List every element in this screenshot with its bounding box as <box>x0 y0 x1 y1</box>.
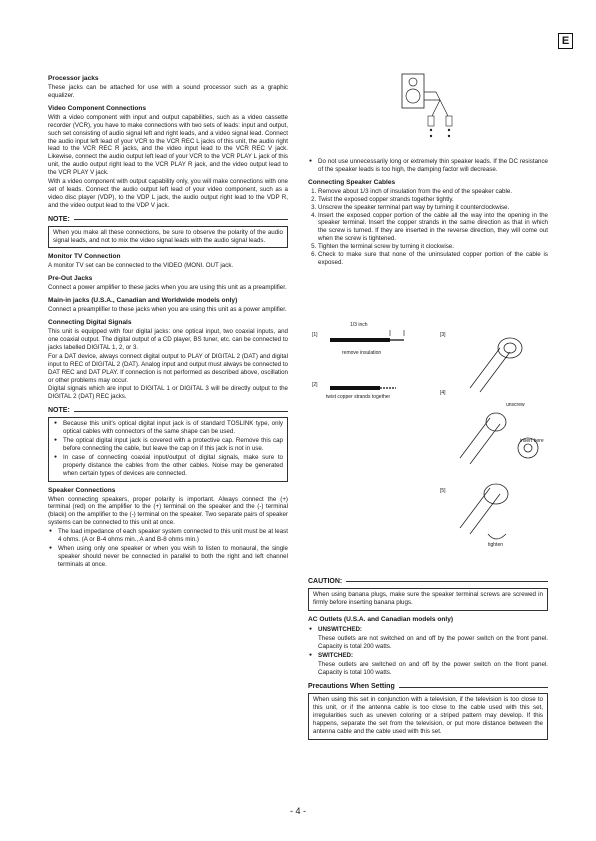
processor-text: These jacks can be attached for use with a sound processor such as a graphic equalizer. <box>48 84 288 99</box>
cable-strip-icon <box>330 330 404 340</box>
note-2-item: ● In case of connecting coaxial input/output of digital signals, make sure to properly distance the cables from the other cables. Noise may be generated when certain types of devices are connected. <box>63 454 283 478</box>
digital-heading: Connecting Digital Signals <box>48 319 132 327</box>
fig-label-inch: 1/3 inch <box>350 322 368 328</box>
speaker-lead-warning: ● Do not use unnecessarily long or extremely thin speaker leads. If the DC resistance of the speaker leads is too high, the damping factor will decrease. <box>318 158 548 174</box>
video-heading: Video Component Connections <box>48 104 147 112</box>
monitor-heading: Monitor TV Connection <box>48 253 121 261</box>
left-column <box>48 70 288 570</box>
note-1-box <box>48 226 288 249</box>
cables-step: 5. Tighten the terminal screw by turning it clockwise. <box>318 243 548 251</box>
fig-label-insert: insert here <box>520 438 544 444</box>
note-1-title: NOTE: <box>48 216 288 224</box>
page-number: - 4 - <box>289 806 306 816</box>
fig-label-tighten: tighten <box>488 542 504 548</box>
preout-heading: Pre-Out Jacks <box>48 275 93 283</box>
speaker-tweeter-icon <box>409 78 417 86</box>
mainin-text: Connect a preamplifier to these jacks when you are using this unit as a power amplifier. <box>48 306 287 314</box>
cable-steps-figure <box>310 318 550 558</box>
note-2-item: ● Because this unit's optical digital input jack is of standard TOSLINK type, only optical cables with connectors of the same shape can be used. <box>63 420 283 436</box>
switched-text: These outlets are switched on and off by the power switch on the front panel. Capacity is total 100 watts. <box>318 661 548 677</box>
cables-step: 2. Twist the exposed copper strands together tightly. <box>318 196 548 204</box>
fig-label-unscrew: unscrew <box>506 402 525 408</box>
fig-label-twist: twist copper strands together <box>326 394 391 400</box>
video-text-2: With a video component with output capability only, you will make connections with one set of leads. Connect the audio output left lead of your video component, such as a video disc player (VDP), to the VDP L jack, the audio output right lead to the VDP R, and the video output lead to the VDP V jack. <box>48 178 288 209</box>
fig-label-remove: remove insulation <box>342 350 382 356</box>
note-1-text: When you make all these connections, be sure to observe the polarity of the audio signal leads, and not to mix the video signal leads with the audio signal leads. <box>53 228 283 244</box>
precautions-text: When using this set in conjunction with a television, if the television is too close to this unit, or if the antenna cable is too close to the cable used with this set, irregularities such as uneven coloring or a striped pattern may develop. If this happens, separate the set from the television, or put more distance between the antenna cable and the cable used with this set. <box>313 696 543 735</box>
caution-box <box>308 588 548 611</box>
preout-text: Connect a power amplifier to these jacks when you are using this unit as a preamplifier. <box>48 284 287 292</box>
terminal-unscrew-icon <box>470 338 522 392</box>
digital-text-2: For a DAT device, always connect digital output to PLAY of DIGITAL 2 (DAT) and digital input to REC of DIGITAL 2 (DAT). Analog input and output must always be connected to DAT REC and DAT PLAY. If connection is not performed as described above, oscillation or other problems may occur. <box>48 352 288 384</box>
terminal-insert-icon <box>460 413 538 464</box>
note-2-box <box>48 417 288 481</box>
cables-heading: Connecting Speaker Cables <box>308 178 396 186</box>
fig-label-4: [4] <box>440 390 446 396</box>
right-column <box>308 158 548 267</box>
caution-title: CAUTION: <box>308 578 548 586</box>
note-2-item: ● The optical digital input jack is covered with a protective cap. Remove this cap before connecting the cable, but leave the cap on if this jack is not in use. <box>63 437 283 453</box>
switched-title: ● SWITCHED: <box>318 652 548 660</box>
video-text-1: With a video component with input and output capabilities, such as a video cassette recorder (VCR), you have to make connections with two sets of leads: input and output, such set consisting of audio signal left and right leads, and a video signal lead. Connect the audio input left lead of your VCR to the VCR REC L jacks of this unit, the audio right lead to the VCR REC R jacks, and the video input lead to the VCR REC V jack. Likewise, connect the audio output left lead of your VCR to the VCR PLAY L jack of this unit, the audio output right lead to the VCR PLAY R jack, and the video output lead to the VCR PLAY V jack. <box>48 113 288 177</box>
terminal-tighten-icon <box>460 484 508 539</box>
speaker-item: ● The load impedance of each speaker system connected to this unit must be at least 4 ohms. (A or B-4 ohms min., A and B-8 ohms min.) <box>58 528 288 544</box>
mainin-heading: Main-in jacks (U.S.A., Canadian and Worldwide models only) <box>48 297 238 305</box>
monitor-text: A monitor TV set can be connected to the VIDEO (MONI. OUT jack. <box>48 262 234 270</box>
fig-label-5: [5] <box>440 488 446 494</box>
language-badge: E <box>558 33 573 49</box>
speaker-heading: Speaker Connections <box>48 486 116 494</box>
unswitched-title: ● UNSWITCHED: <box>318 626 548 634</box>
fig-label-3: [3] <box>440 332 446 338</box>
speaker-wiring-diagram <box>396 72 456 148</box>
caution-text: When using banana plugs, make sure the speaker terminal screws are screwed in firmly before inserting banana plugs. <box>313 590 543 606</box>
ac-heading: AC Outlets (U.S.A. and Canadian models only) <box>308 615 454 623</box>
digital-text-1: This unit is equipped with four digital jacks: one optical input, two coaxial inputs, and one coaxial output. The digital output of a CD player, BS tuner, etc. can be connected to jacks labelled DIGITAL 1, 2, or 3. <box>48 328 288 351</box>
cables-step: 4. Insert the exposed copper portion of the cable all the way into the opening in the speaker terminal. Insert the copper strands in the same direction as that in which the screw is turned. If they are inserted in the reverse direction, they will come out when the screw is tightened. <box>318 212 548 244</box>
cables-step: 1. Remove about 1/3 inch of insulation from the end of the speaker cable. <box>318 188 548 196</box>
digital-text-3: Digital signals which are input to DIGITAL 1 or DIGITAL 3 will be directly output to the DIGITAL 2 (DAT) REC jacks. <box>48 385 288 401</box>
speaker-text: When connecting speakers, proper polarity is important. Always connect the (+) terminal (red) on the amplifier to the (+) terminal on the speaker and the (-) terminal (black) on the amplifier to the (-) terminal on the speaker. Two separate pairs of speaker systems can be connected to this unit at once. <box>48 495 288 527</box>
precautions-title: Precautions When Setting <box>308 683 548 691</box>
precautions-box <box>308 693 548 740</box>
speaker-woofer-icon <box>406 89 420 103</box>
fig-label-1: [1] <box>312 332 318 338</box>
cables-step: 6. Check to make sure that none of the uninsulated copper portion of the cable is exposed. <box>318 251 548 267</box>
note-2-title: NOTE: <box>48 407 288 415</box>
speaker-item: ● When using only one speaker or when you wish to listen to monaural, the single speaker should never be connected in parallel to both the right and left channel terminals at once. <box>58 545 288 569</box>
processor-heading: Processor jacks <box>48 75 99 82</box>
right-lower-column <box>308 572 548 744</box>
unswitched-text: These outlets are not switched on and off by the power switch on the front panel. Capacity is total 200 watts. <box>318 634 548 650</box>
cables-step: 3. Unscrew the speaker terminal part way by turning it counterclockwise. <box>318 204 548 212</box>
fig-label-2: [2] <box>312 382 318 388</box>
